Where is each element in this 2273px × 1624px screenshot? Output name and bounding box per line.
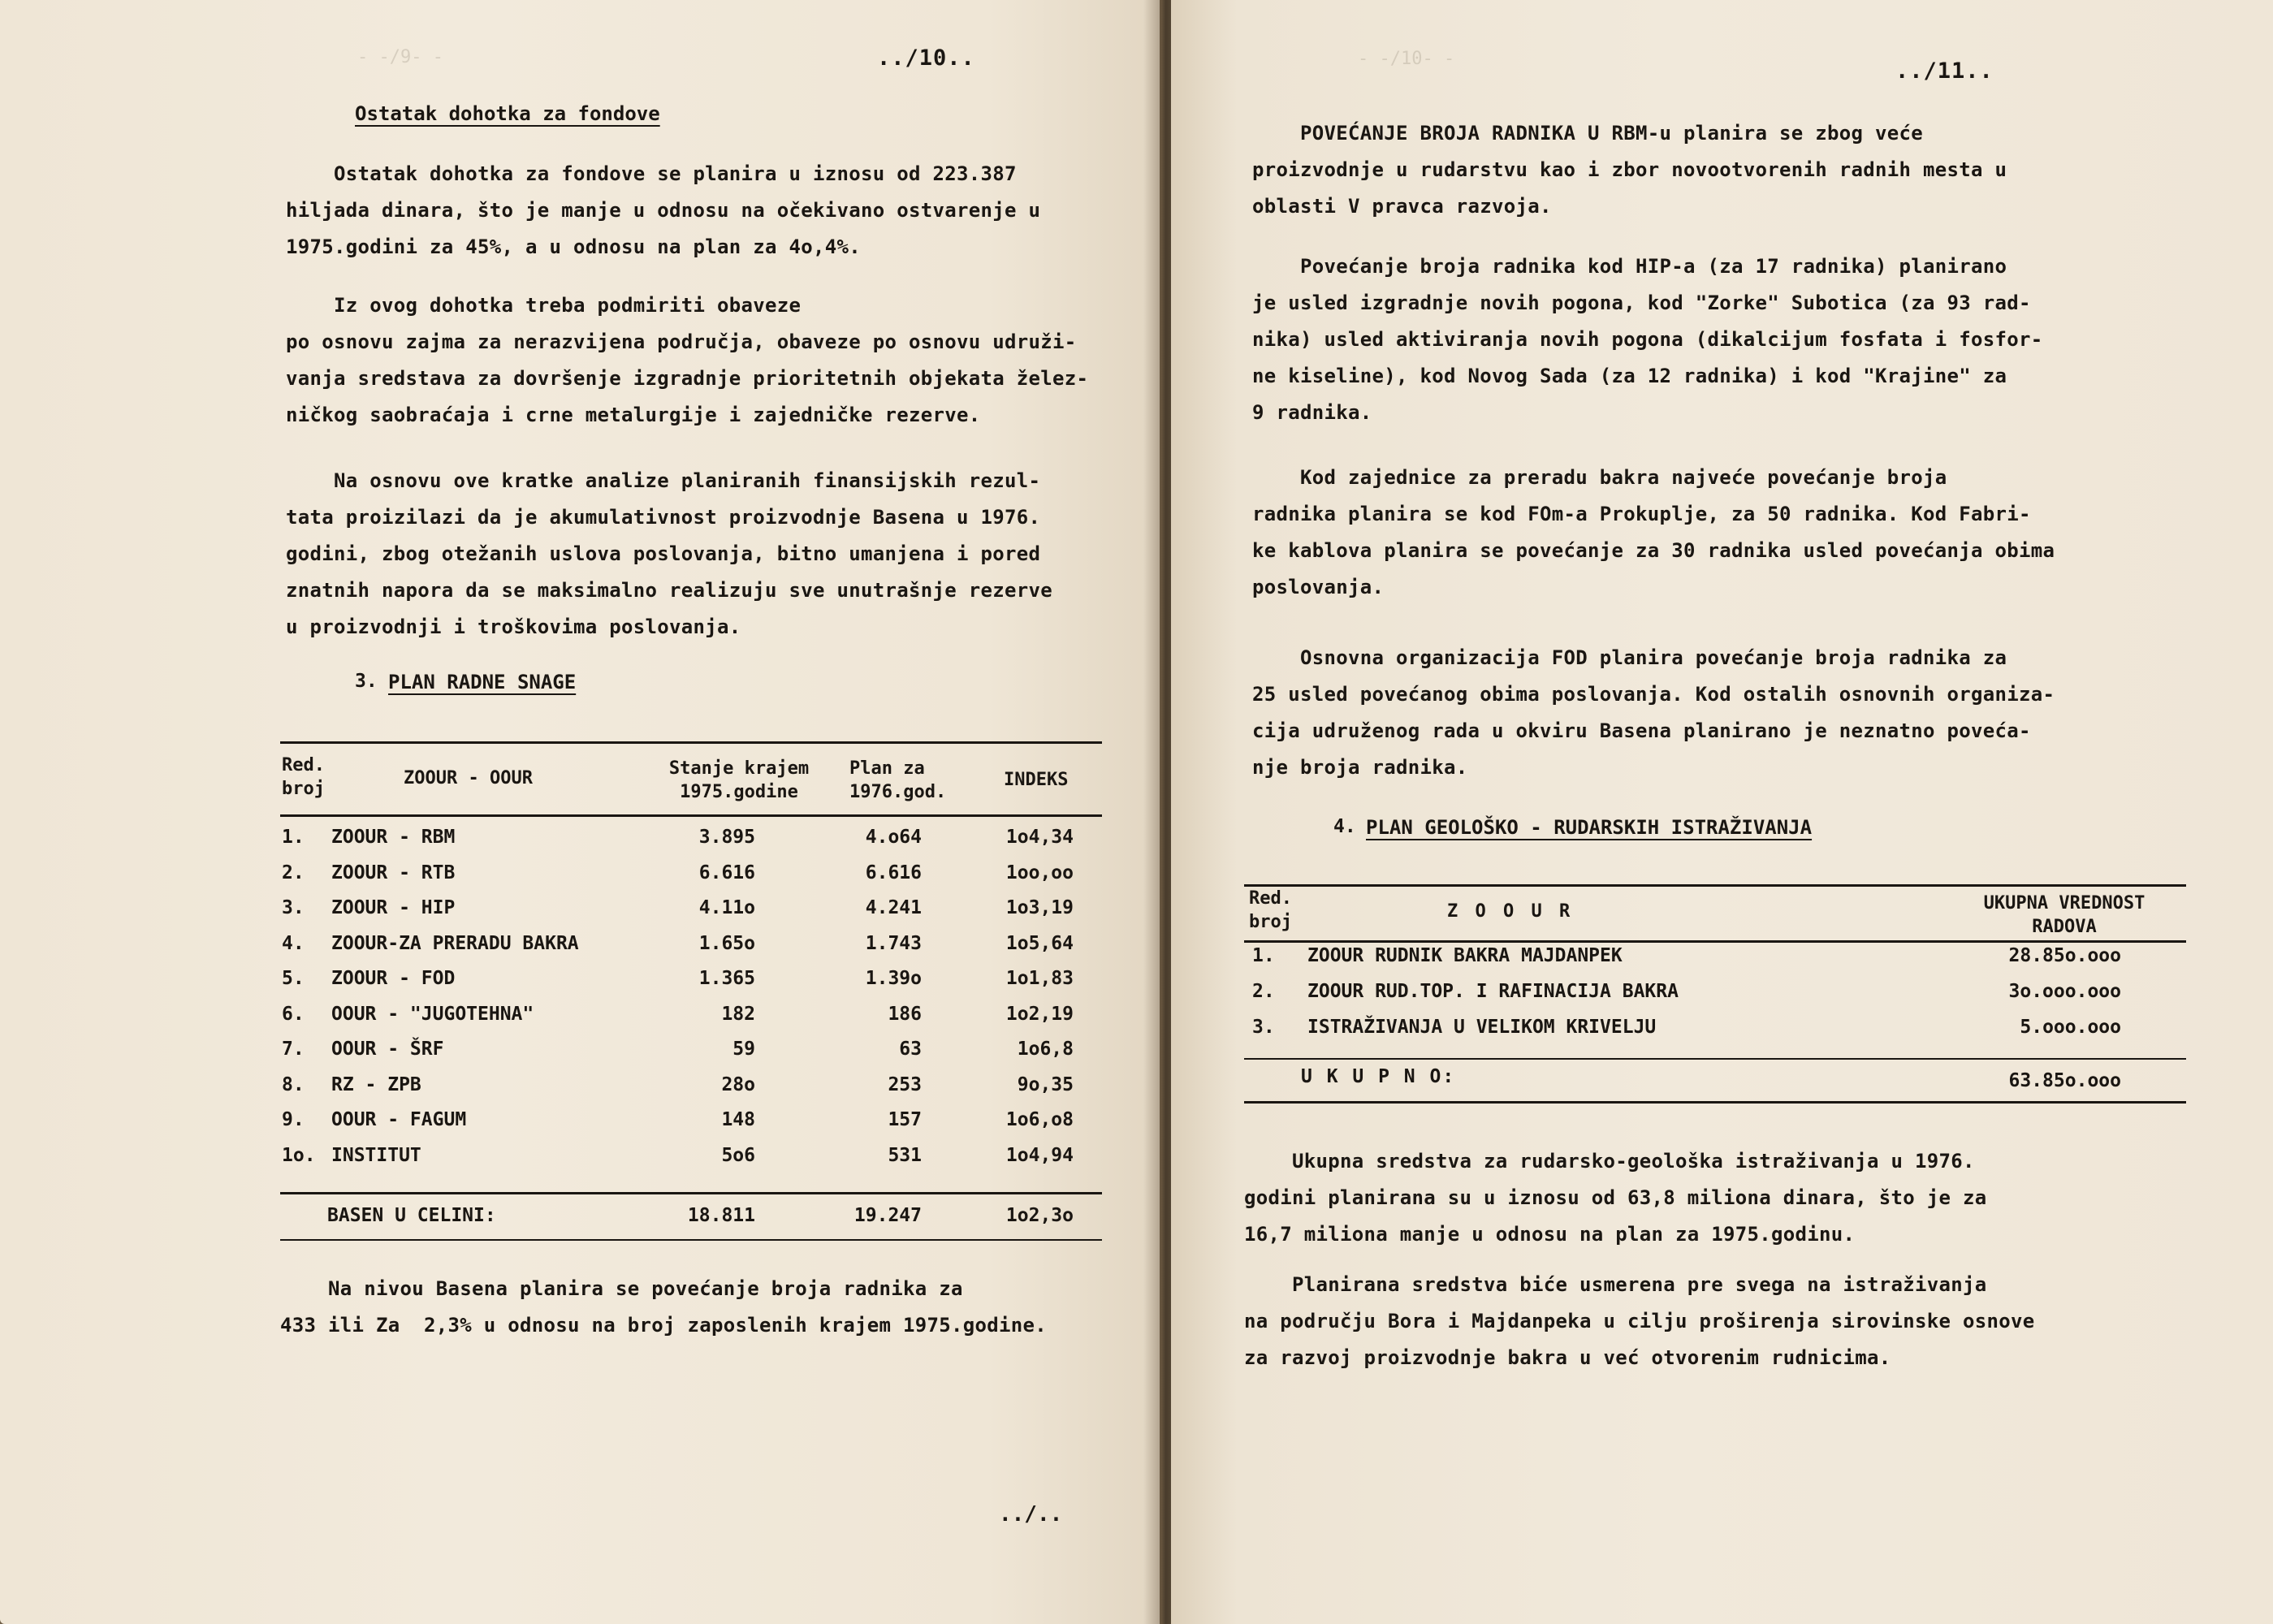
row-organization: INSTITUT (331, 1145, 421, 1166)
row-organization: OOUR - FAGUM (331, 1109, 467, 1130)
header-value: UKUPNA VREDNOST RADOVA (1983, 893, 2146, 937)
row-number: 1o. (282, 1145, 316, 1166)
row-plan: 4.o64 (865, 827, 922, 848)
text-line: 9 radnika. (1252, 401, 1372, 424)
paragraph-rbm (1252, 115, 2251, 225)
row-number: 2. (282, 862, 305, 883)
row-stanje: 5o6 (721, 1145, 755, 1166)
text-line: godini, zbog otežanih uslova poslovanja, bitno umanjena i pored (286, 542, 1041, 565)
row-indeks: 1o6,o8 (1005, 1109, 1074, 1130)
header-organization: Z O O U R (1447, 901, 1574, 922)
section-title-workforce: PLAN RADNE SNAGE (388, 671, 577, 693)
table-total-rule (280, 1192, 1102, 1194)
show-through-text: - -/9- - (357, 47, 443, 67)
row-organization: ZOOUR - FOD (331, 968, 456, 989)
row-value: 3o.ooo.ooo (2008, 981, 2121, 1002)
row-organization: RZ - ZPB (331, 1074, 421, 1095)
text-line: Planirana sredstva biće usmerena pre svega na istraživanja (1244, 1273, 1987, 1296)
row-indeks: 1oo,oo (1005, 862, 1074, 883)
section-heading-fund: Ostatak dohotka za fondove (355, 102, 660, 125)
header-red-broj: Red. broj (1249, 888, 1292, 932)
row-organization: ZOOUR - RBM (331, 827, 456, 848)
header-red-broj: Red. broj (282, 755, 325, 799)
row-organization: ZOOUR-ZA PRERADU BAKRA (331, 933, 579, 954)
table-bottom-rule (1244, 1101, 2186, 1104)
row-plan: 186 (888, 1004, 922, 1025)
paragraph-fund (286, 156, 1130, 266)
paragraph-analysis (286, 463, 1130, 646)
text-line: poslovanja. (1252, 576, 1385, 598)
row-plan: 4.241 (865, 897, 922, 918)
section-title-geology: PLAN GEOLOŠKO - RUDARSKIH ISTRAŽIVANJA (1366, 816, 1813, 839)
text-line: Ukupna sredstva za rudarsko-geološka istraživanja u 1976. (1244, 1150, 1975, 1173)
row-indeks: 1o4,94 (1005, 1145, 1074, 1166)
text-line: za razvoj proizvodnje bakra u već otvorenim rudnicima. (1244, 1346, 1891, 1369)
table-top-rule (1244, 884, 2186, 887)
text-line: 16,7 miliona manje u odnosu na plan za 1975.godinu. (1244, 1223, 1856, 1246)
header-organization: ZOOUR - OOUR (404, 768, 533, 788)
text-line: godini planirana su u iznosu od 63,8 miliona dinara, što je za (1244, 1186, 1987, 1209)
row-stanje: 4.11o (698, 897, 755, 918)
table-total-rule (1244, 1058, 2186, 1060)
row-number: 8. (282, 1074, 305, 1095)
paragraph-planned-funds (1244, 1267, 2251, 1376)
total-indeks: 1o2,3o (1005, 1205, 1074, 1226)
text-line: Osnovna organizacija FOD planira povećanje broja radnika za (1252, 646, 2007, 669)
header-indeks: INDEKS (1004, 770, 1069, 790)
text-line: proizvodnje u rudarstvu kao i zbor novootvorenih radnih mesta u (1252, 158, 2007, 181)
row-stanje: 6.616 (698, 862, 755, 883)
row-stanje: 148 (721, 1109, 755, 1130)
row-number: 3. (282, 897, 305, 918)
row-stanje: 28o (721, 1074, 755, 1095)
paragraph-total-funds (1244, 1143, 2251, 1253)
paragraph-hip (1252, 248, 2251, 431)
text-line: Na osnovu ove kratke analize planiranih finansijskih rezul- (286, 469, 1041, 492)
text-line: Ostatak dohotka za fondove se planira u iznosu od 223.387 (286, 162, 1017, 185)
row-plan: 6.616 (865, 862, 922, 883)
section-number: 4. (1333, 816, 1356, 837)
text-line: POVEĆANJE BROJA RADNIKA U RBM-u planira se zbog veće (1252, 122, 1923, 145)
row-number: 5. (282, 968, 305, 989)
row-plan: 1.39o (865, 968, 922, 989)
row-organization: ZOOUR RUD.TOP. I RAFINACIJA BAKRA (1307, 981, 1679, 1002)
text-line: u proizvodnji i troškovima poslovanja. (286, 615, 741, 638)
row-indeks: 9o,35 (1017, 1074, 1074, 1095)
row-indeks: 1o4,34 (1005, 827, 1074, 848)
row-plan: 157 (888, 1109, 922, 1130)
total-label: U K U P N O: (1301, 1066, 1456, 1087)
page-number: ../11.. (1895, 58, 1994, 84)
text-line: vanja sredstava za dovršenje izgradnje prioritetnih objekata želez- (286, 367, 1089, 390)
text-line: znatnih napora da se maksimalno realizuju sve unutrašnje rezerve (286, 579, 1052, 602)
text-line: nje broja radnika. (1252, 756, 1468, 779)
text-line: ke kablova planira se povećanje za 30 radnika usled povećanja obima (1252, 539, 2055, 562)
page-number: ../10.. (877, 45, 975, 71)
total-value: 63.85o.ooo (2008, 1070, 2121, 1091)
row-stanje: 3.895 (698, 827, 755, 848)
section-number: 3. (355, 671, 378, 692)
table-top-rule (280, 741, 1102, 744)
text-line: nika) usled aktiviranja novih pogona (dikalcijum fosfata i fosfor- (1252, 328, 2043, 351)
text-line: je usled izgradnje novih pogona, kod "Zorke" Subotica (za 93 rad- (1252, 292, 2031, 314)
paragraph-fod (1252, 640, 2251, 786)
row-value: 28.85o.ooo (2008, 945, 2121, 966)
row-indeks: 1o6,8 (1017, 1039, 1074, 1060)
row-plan: 531 (888, 1145, 922, 1166)
row-stanje: 1.365 (698, 968, 755, 989)
paragraph-closing (280, 1271, 1141, 1344)
text-line: na području Bora i Majdanpeka u cilju proširenja sirovinske osnove (1244, 1310, 2035, 1332)
text-line: 1975.godini za 45%, a u odnosu na plan za 4o,4%. (286, 235, 861, 258)
row-plan: 253 (888, 1074, 922, 1095)
row-number: 2. (1252, 981, 1275, 1002)
row-indeks: 1o1,83 (1005, 968, 1074, 989)
row-plan: 63 (899, 1039, 922, 1060)
row-stanje: 182 (721, 1004, 755, 1025)
text-line: hiljada dinara, što je manje u odnosu na očekivano ostvarenje u (286, 199, 1041, 222)
text-line: ničkog saobraćaja i crne metalurgije i zajedničke rezerve. (286, 404, 981, 426)
total-label: BASEN U CELINI: (327, 1205, 496, 1226)
text-line: 433 ili Za 2,3% u odnosu na broj zaposlenih krajem 1975.godine. (280, 1314, 1047, 1337)
row-organization: ZOOUR - HIP (331, 897, 456, 918)
row-stanje: 59 (732, 1039, 755, 1060)
total-stanje: 18.811 (687, 1205, 755, 1226)
row-plan: 1.743 (865, 933, 922, 954)
row-organization: ISTRAŽIVANJA U VELIKOM KRIVELJU (1307, 1017, 1657, 1038)
text-line: radnika planira se kod FOm-a Prokuplje, za 50 radnika. Kod Fabri- (1252, 503, 2031, 525)
row-number: 7. (282, 1039, 305, 1060)
text-line: Na nivou Basena planira se povećanje broja radnika za (280, 1277, 963, 1300)
row-stanje: 1.65o (698, 933, 755, 954)
row-number: 6. (282, 1004, 305, 1025)
table-header-rule (280, 814, 1102, 817)
text-line: Kod zajednice za preradu bakra najveće povećanje broja (1252, 466, 1947, 489)
text-line: 25 usled povećanog obima poslovanja. Kod ostalih osnovnih organiza- (1252, 683, 2055, 706)
row-number: 1. (1252, 945, 1275, 966)
paragraph-obligations (286, 287, 1130, 434)
header-plan: Plan za 1976.god. (849, 758, 947, 802)
row-number: 1. (282, 827, 305, 848)
row-organization: ZOOUR - RTB (331, 862, 456, 883)
row-organization: ZOOUR RUDNIK BAKRA MAJDANPEK (1307, 945, 1623, 966)
right-page (1171, 0, 2273, 1624)
text-line: cija udruženog rada u okviru Basena planirano je neznatno poveća- (1252, 719, 2031, 742)
row-indeks: 1o2,19 (1005, 1004, 1074, 1025)
row-organization: OOUR - ŠRF (331, 1039, 444, 1060)
row-number: 4. (282, 933, 305, 954)
text-line: po osnovu zajma za nerazvijena područja, obaveze po osnovu udruži- (286, 330, 1077, 353)
text-line: oblasti V pravca razvoja. (1252, 195, 1552, 218)
continuation-mark: ../.. (999, 1502, 1063, 1527)
header-stanje: Stanje krajem 1975.godine (668, 758, 810, 802)
row-value: 5.ooo.ooo (2020, 1017, 2121, 1038)
text-line: tata proizilazi da je akumulativnost proizvodnje Basena u 1976. (286, 506, 1041, 529)
text-line: Povećanje broja radnika kod HIP-a (za 17 radnika) planirano (1252, 255, 2007, 278)
paragraph-copper (1252, 460, 2251, 606)
table-header-rule (1244, 940, 2186, 943)
row-indeks: 1o3,19 (1005, 897, 1074, 918)
show-through-text: - -/10- - (1358, 49, 1455, 69)
row-indeks: 1o5,64 (1005, 933, 1074, 954)
row-number: 9. (282, 1109, 305, 1130)
text-line: Iz ovog dohotka treba podmiriti obaveze (286, 294, 802, 317)
row-organization: OOUR - "JUGOTEHNA" (331, 1004, 534, 1025)
table-bottom-rule (280, 1239, 1102, 1241)
text-line: ne kiseline), kod Novog Sada (za 12 radnika) i kod "Krajine" za (1252, 365, 2007, 387)
total-plan: 19.247 (853, 1205, 922, 1226)
row-number: 3. (1252, 1017, 1275, 1038)
